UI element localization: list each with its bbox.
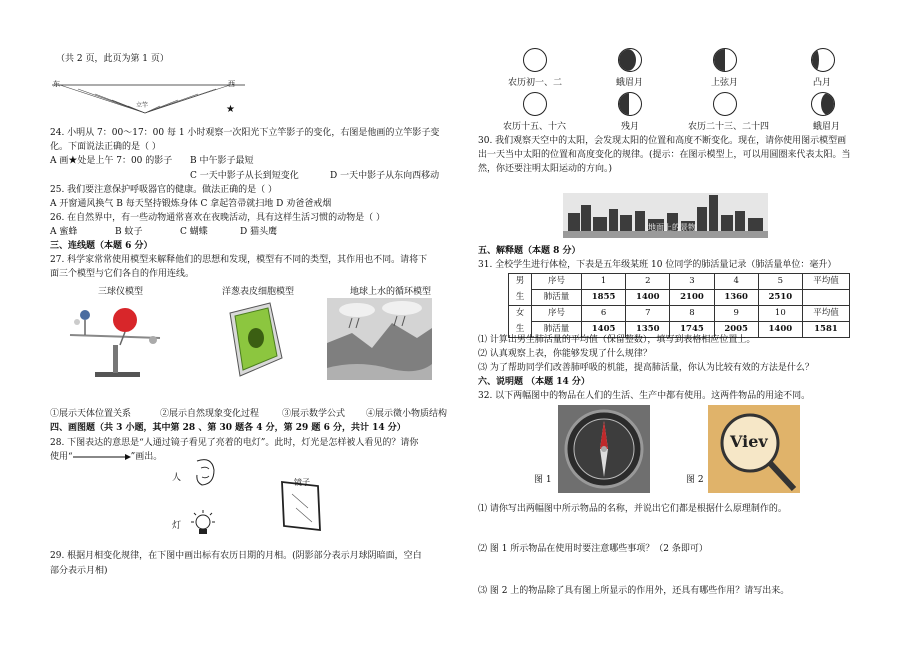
- moon-label-6: 残月: [621, 122, 640, 132]
- q28-text-1: 28. 下图表达的意思是“人通过镜子看见了亮着的电灯”。此时，灯光是怎样被人看见的？请你: [50, 438, 419, 448]
- moon-first-quarter: [713, 48, 737, 72]
- q27-text-1: 27. 科学家常常使用模型来解释他们的思想和发现，模型有不同的类型，其作用也不同。请将下: [50, 255, 428, 265]
- q31-sub-1: ⑴ 计算出男生肺活量的平均值（保留整数），填写到表格相应位置上。: [478, 335, 756, 345]
- table-row: [509, 274, 850, 290]
- table-cell: 2100: [670, 290, 714, 306]
- q30-text-3: 然，你还要注明太阳运动的方向。): [478, 164, 613, 174]
- q30-text-1: 30. 我们观察天空中的太阳，会发现太阳的位置和高度不断变化。现在，请你使用图示模型画: [478, 136, 847, 146]
- compass-image: [558, 405, 650, 493]
- table-cell: 序号: [532, 274, 582, 290]
- q31-sub-3: ⑶ 为了帮助同学们改善肺呼吸的机能，提高肺活量，你认为比较有效的方法是什么？: [478, 363, 814, 373]
- table-row: [509, 306, 850, 322]
- table-cell: 2: [626, 274, 670, 290]
- moon-label-1: 农历初一、二: [508, 78, 563, 88]
- moon-blank-2: [523, 92, 547, 116]
- arrow-icon: [73, 453, 131, 461]
- moon-blank-3: [713, 92, 737, 116]
- use-4: ④展示微小物质结构: [366, 409, 448, 419]
- q24-option-c: C 一天中影子从长到短变化: [190, 171, 299, 181]
- lamp-label: 灯: [172, 521, 182, 531]
- section-4-title: 四、画图题（共 3 小题，其中第 28 、第 30 题各 4 分，第 29 题 6 分，共计 14 分）: [50, 423, 406, 433]
- table-cell: 1: [582, 274, 626, 290]
- table-cell: 10: [758, 306, 802, 322]
- table-cell: 1405: [582, 322, 626, 338]
- page-note: （共 2 页，此页为第 1 页）: [56, 54, 169, 64]
- table-cell: 5: [758, 274, 802, 290]
- table-cell: 女: [509, 306, 532, 322]
- mirror-label: 镜子: [294, 478, 310, 487]
- use-2: ②展示自然现象变化过程: [160, 409, 260, 419]
- use-1: ①展示天体位置关系: [50, 409, 132, 419]
- table-cell: 肺活量: [532, 290, 582, 306]
- moon-label-7: 农历二十三、二十四: [688, 122, 770, 132]
- table-cell: 1581: [802, 322, 849, 338]
- q26-option-c: C 蝴蝶: [180, 227, 208, 237]
- q25-text: 25. 我们要注意保护呼吸器官的健康。做法正确的是（ ）: [50, 185, 278, 195]
- table-cell: 8: [670, 306, 714, 322]
- male-average-cell[interactable]: [802, 290, 849, 306]
- q29-text-1: 29. 根据月相变化规律，在下图中画出标有农历日期的月相。(阴影部分表示月球阴暗面，空白: [50, 551, 422, 561]
- west-label: 西: [228, 80, 235, 88]
- fig-1-label: 图 1: [534, 475, 552, 485]
- skyline-caption: 地面上的景物: [648, 223, 696, 232]
- star-mark: ★: [226, 104, 235, 115]
- q31-text: 31. 全校学生进行体检，下表是五年级某班 10 位同学的肺活量记录（肺活量单位：毫升）: [478, 260, 837, 270]
- table-cell: 序号: [532, 306, 582, 322]
- table-cell: 2510: [758, 290, 802, 306]
- table-cell: 1855: [582, 290, 626, 306]
- lung-capacity-table: [508, 273, 850, 338]
- model-3-label: 地球上水的循环模型: [350, 287, 432, 297]
- model-1-label: 三球仪模型: [98, 287, 144, 297]
- moon-gibbous: [811, 48, 835, 72]
- q26-option-b: B 蚊子: [115, 227, 143, 237]
- section-3-title: 三、连线题（本题 6 分）: [50, 241, 153, 251]
- lamp-icon: [188, 510, 218, 538]
- q25-options: A 开窗通风换气 B 每天坚持锻炼身体 C 拿起笤帚就扫地 D 劝爸爸戒烟: [50, 199, 332, 209]
- table-cell: 3: [670, 274, 714, 290]
- q29-text-2: 部分表示月相): [50, 566, 108, 576]
- moon-waning-crescent: [618, 92, 642, 116]
- q31-sub-2: ⑵ 认真观察上表，你能够发现了什么规律？: [478, 349, 652, 359]
- q24-text-1: 24. 小明从 7：00～17：00 每 1 小时观察一次阳光下立竿影子的变化，右图是他画的立竿影子变: [50, 128, 440, 138]
- table-cell: 男: [509, 274, 532, 290]
- q28-text-2a: 使用“: [50, 452, 73, 462]
- table-cell: 4: [714, 274, 758, 290]
- q32-sub-3: ⑶ 图 2 上的物品除了具有图上所显示的作用外，还具有哪些作用？请写出来。: [478, 586, 790, 596]
- table-cell: 1360: [714, 290, 758, 306]
- moon-crescent-2: [811, 92, 835, 116]
- table-cell: 1745: [670, 322, 714, 338]
- orrery-model-image: [65, 300, 170, 380]
- section-6-title: 六、说明题 （本题 14 分）: [478, 377, 590, 387]
- table-cell: 2005: [714, 322, 758, 338]
- table-cell: 1400: [626, 290, 670, 306]
- q32-text: 32. 以下两幅图中的物品在人们的生活、生产中都有使用。这两件物品的用途不同。: [478, 391, 811, 401]
- moon-label-4: 凸月: [813, 78, 832, 88]
- use-3: ③展示数学公式: [282, 409, 346, 419]
- moon-crescent-1: [618, 48, 642, 72]
- person-face-icon: [192, 458, 218, 488]
- table-cell: 生: [509, 290, 532, 306]
- table-cell: 6: [582, 306, 626, 322]
- table-cell: 生: [509, 322, 532, 338]
- table-cell: 1350: [626, 322, 670, 338]
- q24-option-d: D 一天中影子从东向西移动: [330, 171, 440, 181]
- shadow-diagram: [50, 80, 250, 120]
- moon-blank-1: [523, 48, 547, 72]
- q32-sub-1: ⑴ 请你写出两幅图中所示物品的名称，并说出它们都是根据什么原理制作的。: [478, 504, 787, 514]
- magnifier-image: [708, 405, 800, 493]
- q27-text-2: 面三个模型与它们各自的作用连线。: [50, 269, 195, 279]
- q28-text-2: [50, 451, 162, 463]
- q26-option-a: A 蜜蜂: [50, 227, 78, 237]
- section-5-title: 五、解释题（本题 8 分）: [478, 246, 581, 256]
- water-cycle-model-image: [327, 298, 432, 380]
- table-cell: 9: [714, 306, 758, 322]
- table-cell: 1400: [758, 322, 802, 338]
- table-row: [509, 290, 850, 306]
- onion-cell-model-image: [220, 298, 290, 380]
- q24-option-a: A 画★处是上午 7：00 的影子: [50, 156, 173, 166]
- east-label: 东: [53, 80, 60, 88]
- person-label: 人: [172, 473, 182, 483]
- pole-label: 立竿: [136, 102, 149, 109]
- moon-label-2: 蛾眉月: [616, 78, 644, 88]
- model-2-label: 洋葱表皮细胞模型: [222, 287, 295, 297]
- q26-text: 26. 在自然界中，有一些动物通常喜欢在夜晚活动，具有这样生活习惯的动物是（ ）: [50, 213, 386, 223]
- table-cell: 平均值: [802, 306, 849, 322]
- q32-sub-2: ⑵ 图 1 所示物品在使用时要注意哪些事项？（2 条即可）: [478, 544, 708, 554]
- moon-label-8: 蛾眉月: [813, 122, 841, 132]
- q26-option-d: D 猫头鹰: [240, 227, 278, 237]
- fig-2-label: 图 2: [686, 475, 704, 485]
- table-cell: 平均值: [802, 274, 849, 290]
- svg-text:Viev: Viev: [730, 432, 768, 451]
- table-cell: 7: [626, 306, 670, 322]
- q30-text-2: 出一天当中太阳的位置和高度变化的规律。(提示：在图示模型上，可以用圆圈来代表太阳。当: [478, 150, 851, 160]
- table-cell: 肺活量: [532, 322, 582, 338]
- moon-label-5: 农历十五、十六: [503, 122, 567, 132]
- q24-option-b: B 中午影子最短: [190, 156, 254, 166]
- q24-text-2: 化。下面说法正确的是（ ）: [50, 142, 161, 152]
- q28-text-2b: ”画出。: [130, 452, 163, 462]
- moon-label-3: 上弦月: [711, 78, 739, 88]
